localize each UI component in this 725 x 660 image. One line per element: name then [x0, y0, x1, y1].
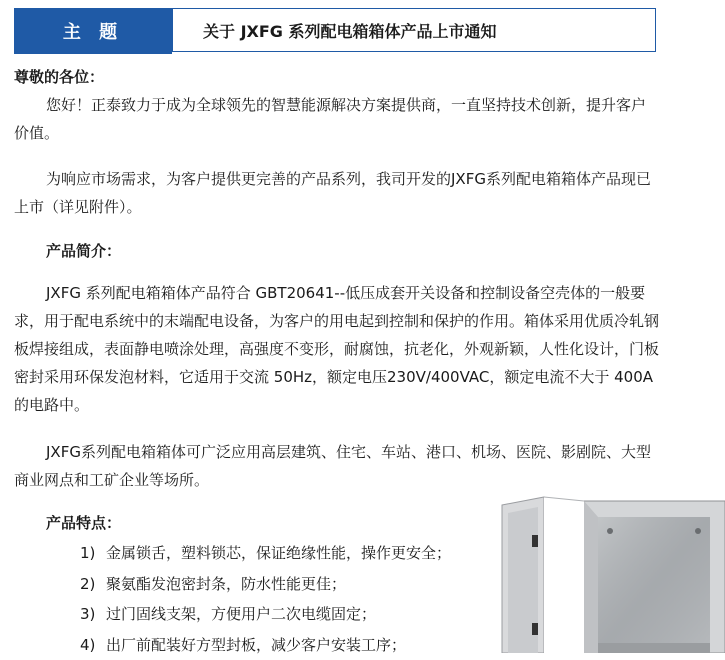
feature-item: 4) 出厂前配装好方型封板，减少客户安装工序；	[80, 630, 451, 660]
feature-list	[80, 538, 451, 660]
feature-item: 3) 过门固线支架，方便用户二次电缆固定；	[80, 599, 451, 630]
notice-header	[14, 8, 656, 54]
paragraph-launch: 为响应市场需求，为客户提供更完善的产品系列，我司开发的JXFG系列配电箱箱体产品现已上市（详见附件）。	[14, 165, 660, 221]
features-heading: 产品特点：	[46, 512, 121, 533]
paragraph-applications: JXFG系列配电箱箱体可广泛应用高层建筑、住宅、车站、港口、机场、医院、影剧院、大型商业网点和工矿企业等场所。	[14, 438, 660, 494]
paragraph-intro: JXFG 系列配电箱箱体产品符合 GBT20641--低压成套开关设备和控制设备空壳体的一般要求，用于配电系统中的末端配电设备，为客户的用电起到控制和保护的作用。箱体采用优质冷轧钢板焊接组成，表面静电喷涂处理，高强度不变形，耐腐蚀，抗老化，外观新颖，人性化设计，门板密封采用环保发泡材料，它适用于交流 50Hz，额定电压230V/400VAC，额定电流不大于 400A 的电路中。	[14, 279, 660, 419]
paragraph-welcome: 您好！正泰致力于成为全球领先的智慧能源解决方案提供商，一直坚持技术创新，提升客户价值。	[14, 91, 660, 147]
notice-title: 关于 JXFG 系列配电箱箱体产品上市通知	[172, 8, 656, 52]
subject-label: 主 题	[14, 8, 172, 54]
greeting: 尊敬的各位：	[14, 66, 104, 87]
distribution-box-photo	[498, 495, 725, 653]
intro-heading: 产品简介：	[46, 240, 121, 261]
feature-item: 2) 聚氨酯发泡密封条，防水性能更佳；	[80, 569, 451, 600]
feature-item: 1) 金属锁舌，塑料锁芯，保证绝缘性能，操作更安全；	[80, 538, 451, 569]
